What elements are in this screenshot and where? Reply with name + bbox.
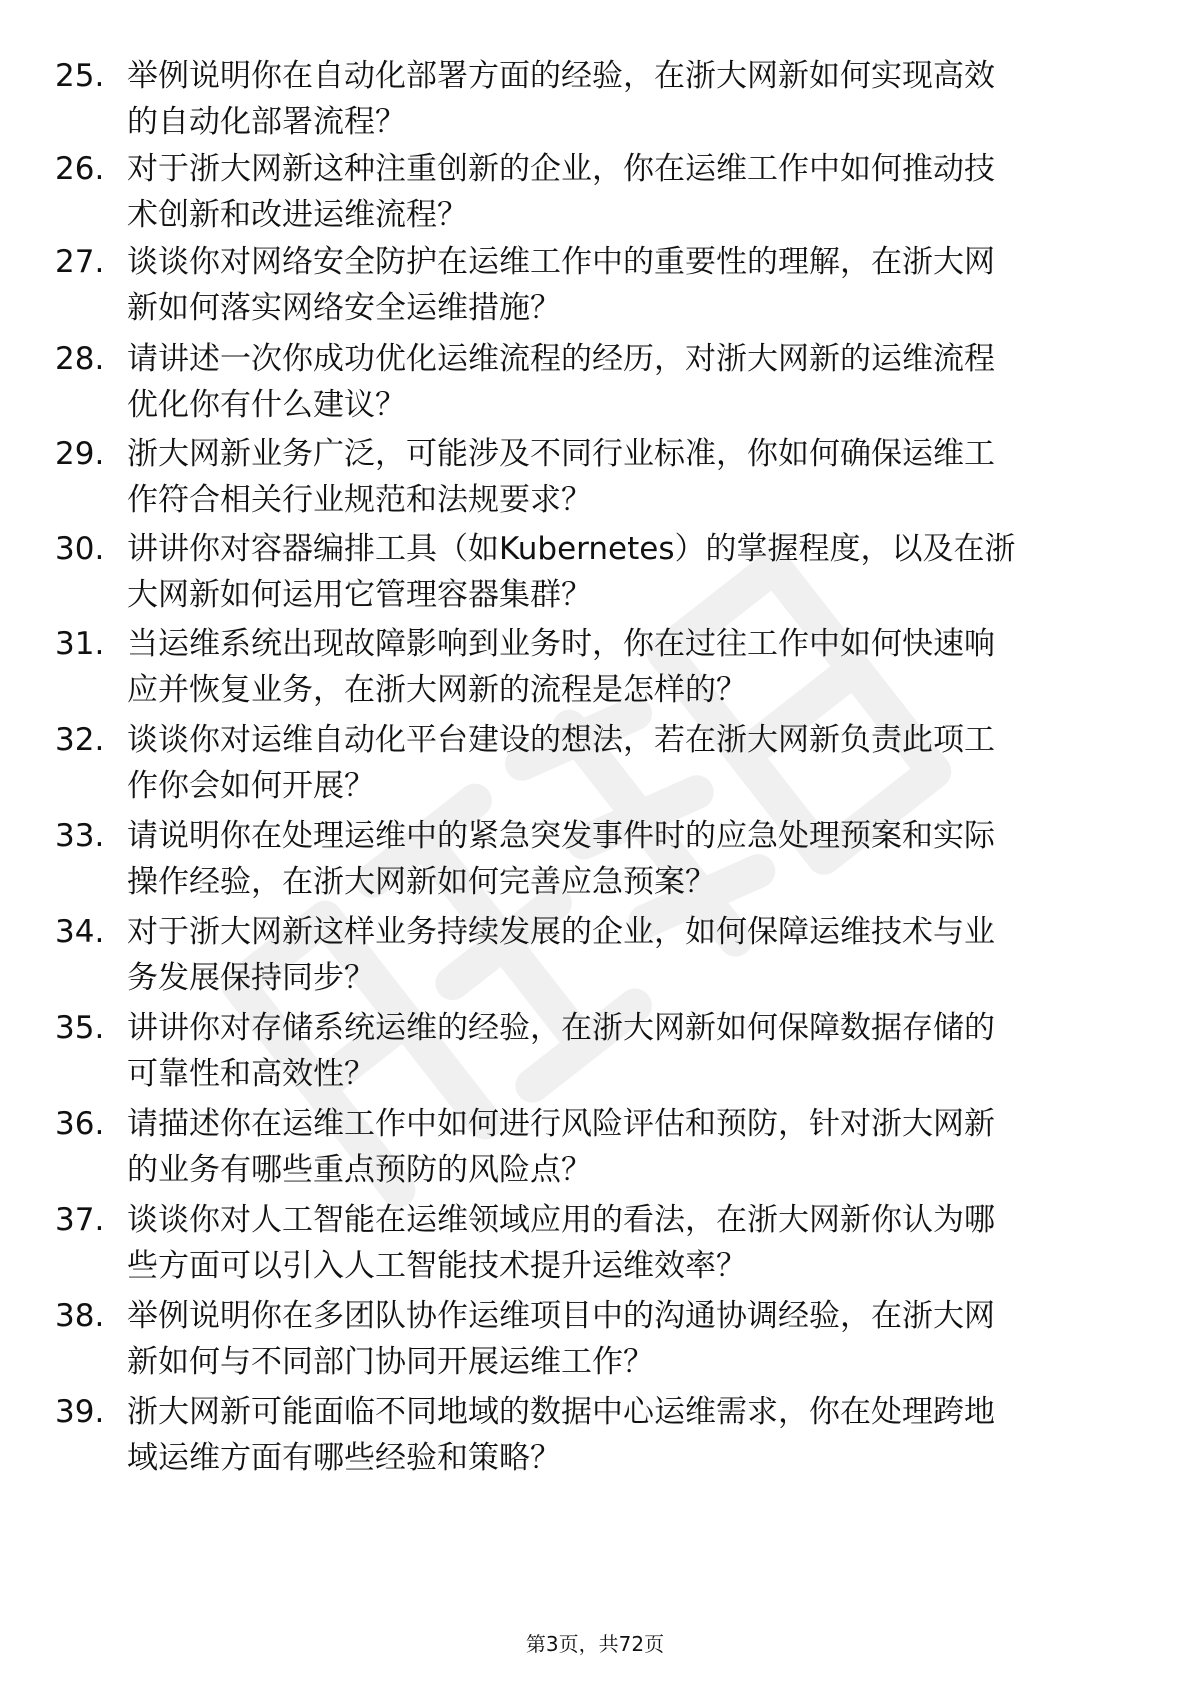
list-item	[55, 1292, 1135, 1388]
question-text-line-1: 对于浙大网新这种注重创新的企业，你在运维工作中如何推动技	[127, 151, 995, 187]
question-text-line-2: 操作经验，在浙大网新如何完善应急预案？	[127, 864, 716, 900]
question-number: 38.	[55, 1298, 105, 1334]
question-text-line-1: 请描述你在运维工作中如何进行风险评估和预防，针对浙大网新	[127, 1106, 995, 1142]
question-number: 37.	[55, 1202, 105, 1238]
question-text-line-2: 作你会如何开展？	[127, 768, 375, 804]
question-text-line-2: 务发展保持同步？	[127, 960, 375, 996]
question-number: 25.	[55, 58, 105, 94]
question-text-line-1: 举例说明你在多团队协作运维项目中的沟通协调经验，在浙大网	[127, 1298, 995, 1334]
question-text-line-1: 请讲述一次你成功优化运维流程的经历，对浙大网新的运维流程	[127, 341, 995, 377]
question-text-line-1: 谈谈你对运维自动化平台建设的想法，若在浙大网新负责此项工	[127, 722, 995, 758]
question-number: 30.	[55, 531, 105, 567]
list-item	[55, 52, 1135, 148]
question-number: 34.	[55, 914, 105, 950]
question-text-line-1: 谈谈你对人工智能在运维领域应用的看法，在浙大网新你认为哪	[127, 1202, 995, 1238]
question-text-line-1: 讲讲你对容器编排工具（如Kubernetes）的掌握程度，以及在浙	[127, 531, 1016, 567]
question-number: 31.	[55, 626, 105, 662]
question-text-line-1: 请说明你在处理运维中的紧急突发事件时的应急处理预案和实际	[127, 818, 995, 854]
question-number: 29.	[55, 436, 105, 472]
list-item	[55, 716, 1135, 812]
list-item	[55, 430, 1135, 526]
list-item	[55, 525, 1135, 621]
question-text-line-1: 举例说明你在自动化部署方面的经验，在浙大网新如何实现高效	[127, 58, 995, 94]
list-item	[55, 238, 1135, 334]
question-text-line-1: 浙大网新业务广泛，可能涉及不同行业标准，你如何确保运维工	[127, 436, 995, 472]
question-text-line-1: 当运维系统出现故障影响到业务时，你在过往工作中如何快速响	[127, 626, 995, 662]
question-text-line-2: 些方面可以引入人工智能技术提升运维效率？	[127, 1248, 747, 1284]
question-text-line-1: 谈谈你对网络安全防护在运维工作中的重要性的理解，在浙大网	[127, 244, 995, 280]
question-text-line-1: 对于浙大网新这样业务持续发展的企业，如何保障运维技术与业	[127, 914, 995, 950]
page-footer: 第3页，共72页	[525, 1632, 665, 1656]
list-item	[55, 812, 1135, 908]
question-number: 39.	[55, 1394, 105, 1430]
question-number: 35.	[55, 1010, 105, 1046]
list-item	[55, 1388, 1135, 1484]
question-text-line-2: 新如何落实网络安全运维措施？	[127, 290, 561, 326]
question-number: 26.	[55, 151, 105, 187]
question-text-line-2: 术创新和改进运维流程？	[127, 197, 468, 233]
question-number: 36.	[55, 1106, 105, 1142]
list-item	[55, 908, 1135, 1004]
question-text-line-1: 讲讲你对存储系统运维的经验，在浙大网新如何保障数据存储的	[127, 1010, 995, 1046]
list-item	[55, 335, 1135, 431]
list-item	[55, 1004, 1135, 1100]
question-text-line-2: 的自动化部署流程？	[127, 104, 406, 140]
question-text-line-2: 大网新如何运用它管理容器集群？	[127, 577, 592, 613]
question-number: 32.	[55, 722, 105, 758]
list-item	[55, 145, 1135, 241]
question-number: 33.	[55, 818, 105, 854]
list-item	[55, 1100, 1135, 1196]
question-number: 28.	[55, 341, 105, 377]
question-text-line-2: 应并恢复业务，在浙大网新的流程是怎样的？	[127, 672, 747, 708]
question-text-line-2: 新如何与不同部门协同开展运维工作？	[127, 1344, 654, 1380]
question-number: 27.	[55, 244, 105, 280]
list-item	[55, 620, 1135, 716]
question-text-line-2: 优化你有什么建议？	[127, 387, 406, 423]
question-text-line-2: 的业务有哪些重点预防的风险点？	[127, 1152, 592, 1188]
question-text-line-2: 作符合相关行业规范和法规要求？	[127, 482, 592, 518]
list-item	[55, 1196, 1135, 1292]
question-text-line-2: 域运维方面有哪些经验和策略？	[127, 1440, 561, 1476]
question-text-line-2: 可靠性和高效性？	[127, 1056, 375, 1092]
question-text-line-1: 浙大网新可能面临不同地域的数据中心运维需求，你在处理跨地	[127, 1394, 995, 1430]
